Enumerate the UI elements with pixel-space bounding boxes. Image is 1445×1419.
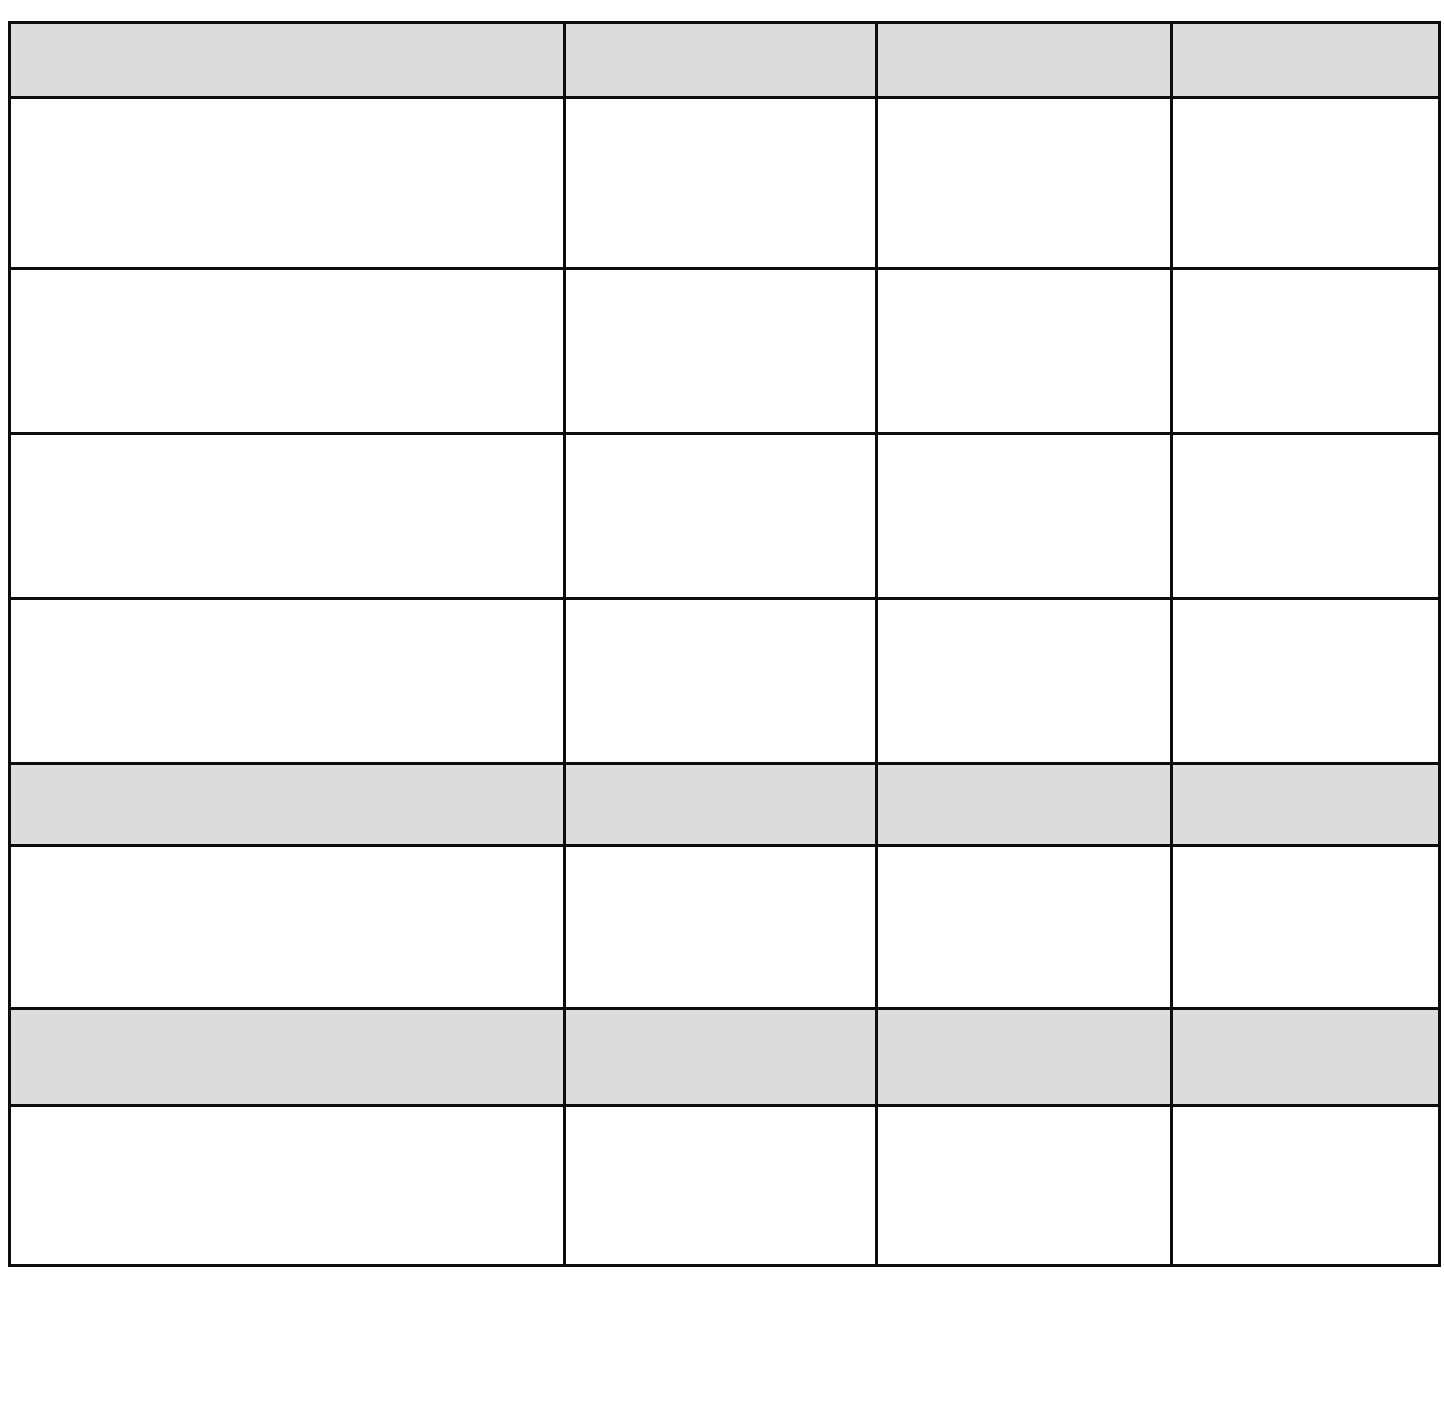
piece-size-cell	[877, 599, 1172, 764]
header-row-dog	[10, 23, 1440, 98]
food-name-cell	[565, 846, 877, 1009]
table-row	[10, 599, 1440, 764]
header-piece-size	[877, 23, 1172, 98]
header-max-capacity	[1172, 23, 1440, 98]
header-rice-flour	[565, 1009, 877, 1106]
header-pet-food	[10, 764, 565, 846]
piece-size-cell	[877, 846, 1172, 1009]
header-max-capacity	[1172, 1009, 1440, 1106]
piece-size-cell	[877, 1106, 1172, 1266]
piece-size-cell	[877, 269, 1172, 434]
illustration-cell	[10, 434, 565, 599]
header-dog-food	[565, 23, 877, 98]
food-name-cell	[565, 1106, 877, 1266]
table-row	[10, 1106, 1440, 1266]
food-name-cell	[565, 98, 877, 269]
piece-size-cell	[877, 98, 1172, 269]
table-row	[10, 846, 1440, 1009]
capacity-cell	[1172, 846, 1440, 1009]
capacity-table	[8, 21, 1441, 1267]
header-row-other	[10, 1009, 1440, 1106]
capacity-cell	[1172, 1106, 1440, 1266]
header-cat-food	[565, 764, 877, 846]
capacity-cell	[1172, 269, 1440, 434]
illustration-cell	[10, 846, 565, 1009]
food-name-cell	[565, 434, 877, 599]
header-other-food	[10, 1009, 565, 1106]
header-pet-food	[10, 23, 565, 98]
food-name-cell	[565, 269, 877, 434]
capacity-cell	[1172, 599, 1440, 764]
table-row	[10, 269, 1440, 434]
illustration-cell	[10, 599, 565, 764]
header-max-capacity	[1172, 764, 1440, 846]
header-piece-size	[877, 1009, 1172, 1106]
illustration-cell	[10, 98, 565, 269]
illustration-cell	[10, 1106, 565, 1266]
table-row	[10, 98, 1440, 269]
food-name-cell	[565, 599, 877, 764]
header-piece-size	[877, 764, 1172, 846]
capacity-cell	[1172, 98, 1440, 269]
piece-size-cell	[877, 434, 1172, 599]
illustration-cell	[10, 269, 565, 434]
table-row	[10, 434, 1440, 599]
header-row-cat	[10, 764, 1440, 846]
capacity-cell	[1172, 434, 1440, 599]
